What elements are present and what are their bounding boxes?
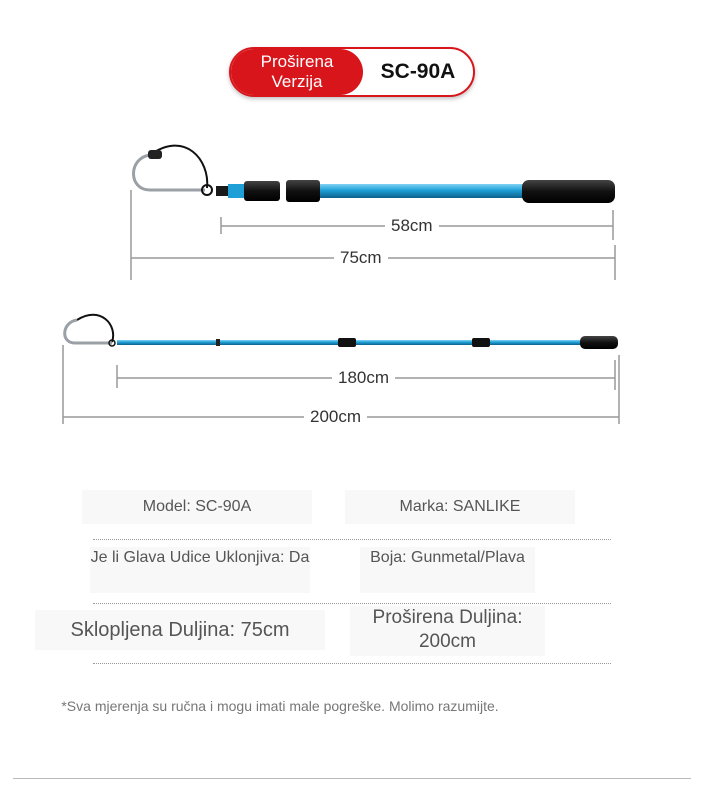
version-label: Proširena Verzija — [231, 49, 363, 95]
extended-handle-length: 180cm — [332, 368, 395, 388]
spec-divider — [93, 539, 611, 540]
spec-divider — [93, 663, 611, 664]
extended-gaff-image — [65, 315, 618, 349]
collapsed-total-length: 75cm — [334, 248, 388, 268]
spec-model: Model: SC-90A — [82, 490, 312, 524]
collapsed-gaff-image — [134, 146, 616, 203]
spec-removable-head: Je li Glava Udice Uklonjiva: Da — [90, 547, 310, 593]
collapsed-handle-length: 58cm — [385, 216, 439, 236]
extended-total-length: 200cm — [304, 407, 367, 427]
bottom-divider — [13, 778, 691, 779]
spec-collapsed-length: Sklopljena Duljina: 75cm — [35, 610, 325, 650]
spec-brand: Marka: SANLIKE — [345, 490, 575, 524]
spec-divider — [93, 603, 611, 604]
spec-extended-length: Proširena Duljina: 200cm — [350, 606, 545, 656]
spec-color: Boja: Gunmetal/Plava — [360, 547, 535, 593]
measurement-note: *Sva mjerenja su ručna i mogu imati male pogreške. Molimo razumijte. — [61, 698, 499, 714]
model-label: SC-90A — [380, 60, 456, 83]
